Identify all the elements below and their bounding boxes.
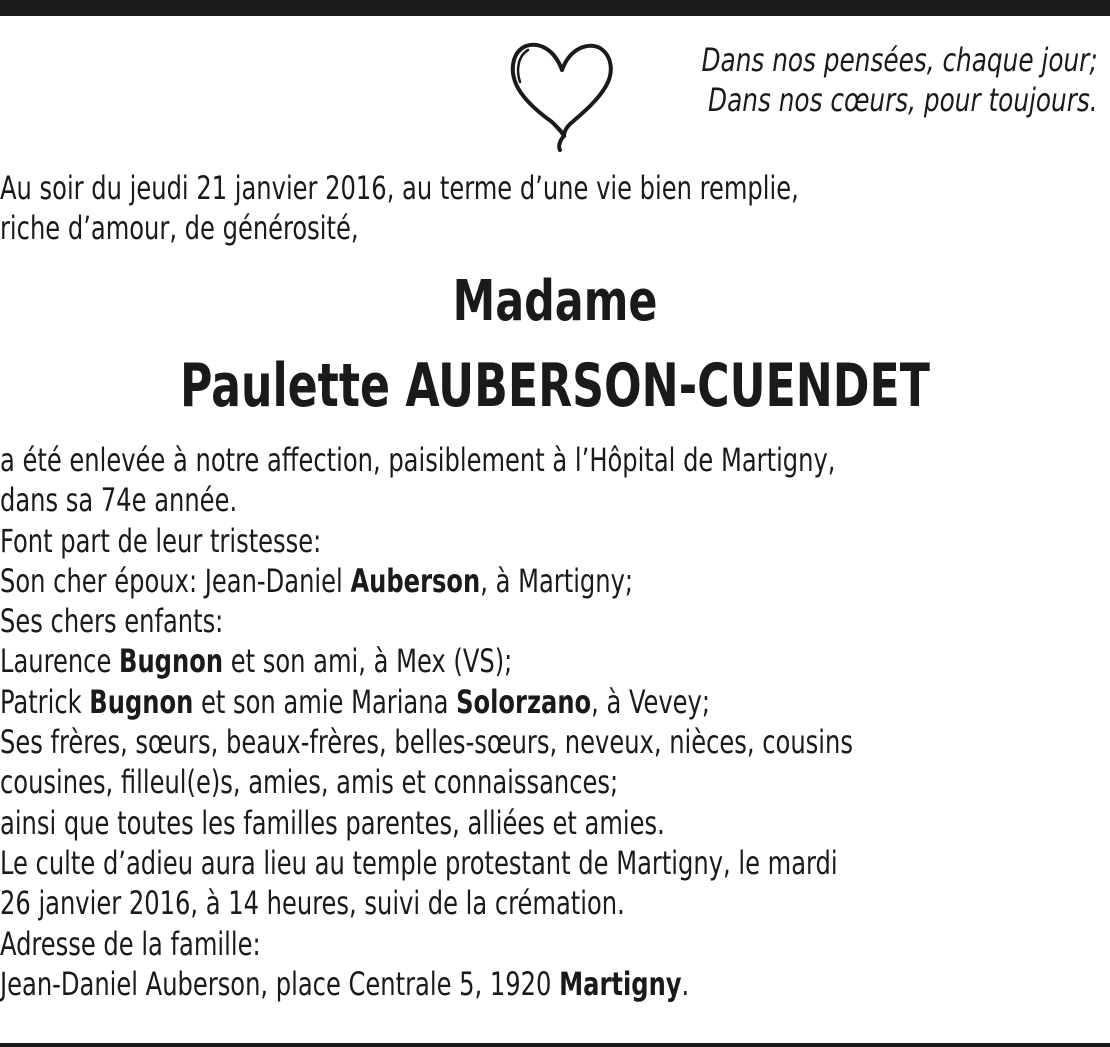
text: Patrick [0, 682, 90, 721]
motto-line-1: Dans nos pensées, chaque jour; [701, 41, 1098, 79]
body-line-child-2 [0, 682, 853, 722]
body-line: Font part de leur tristesse: [0, 521, 322, 560]
text: , à Martigny; [480, 561, 634, 600]
text: Son cher époux: Jean-Daniel [0, 561, 351, 600]
body-line-address [0, 964, 853, 1004]
body-line: Adresse de la famille: [0, 924, 261, 963]
body-line: dans sa 74e année. [0, 481, 238, 520]
body-line: ainsi que toutes les familles parentes, alliées et amies. [0, 803, 665, 842]
bottom-rule [0, 1043, 1110, 1047]
intro-text [0, 168, 951, 248]
text: . [681, 964, 690, 1003]
text: et son ami, à Mex (VS); [223, 642, 513, 681]
text: Jean-Daniel Auberson, place Centrale 5, 1920 [0, 964, 560, 1003]
body-line: Ses frères, sœurs, beaux-frères, belles-sœurs, neveux, nièces, cousins [0, 723, 853, 762]
text: , à Vevey; [591, 682, 710, 721]
deceased-name: Paulette AUBERSON-CUENDET [179, 351, 931, 421]
motto-line-2: Dans nos cœurs, pour toujours. [708, 81, 1098, 119]
top-rule [0, 0, 1110, 16]
heart-icon [508, 36, 616, 152]
deceased-title: Madame [452, 269, 658, 334]
intro-line-1: Au soir du jeudi 21 janvier 2016, au terme d’une vie bien remplie, [0, 169, 799, 207]
surname: Bugnon [89, 682, 194, 721]
body-line-child-1 [0, 641, 853, 681]
surname: Bugnon [119, 642, 224, 681]
body-line-spouse [0, 561, 853, 601]
motto [702, 40, 1098, 120]
body-line: cousines, filleul(e)s, amies, amis et connaissances; [0, 763, 619, 802]
announcement-body [0, 440, 1015, 1004]
body-line: a été enlevée à notre affection, paisiblement à l’Hôpital de Martigny, [0, 441, 836, 479]
body-line: 26 janvier 2016, à 14 heures, suivi de la crémation. [0, 884, 625, 923]
text: et son amie Mariana [193, 682, 457, 721]
surname: Auberson [350, 561, 481, 600]
city: Martigny [559, 964, 682, 1003]
intro-line-2: riche d’amour, de générosité, [0, 209, 359, 247]
deceased-name-block [0, 262, 1110, 430]
body-line: Ses chers enfants: [0, 602, 224, 641]
surname: Solorzano [456, 682, 592, 721]
text: Laurence [0, 642, 120, 681]
body-line: Le culte d’adieu aura lieu au temple protestant de Martigny, le mardi [0, 843, 838, 882]
